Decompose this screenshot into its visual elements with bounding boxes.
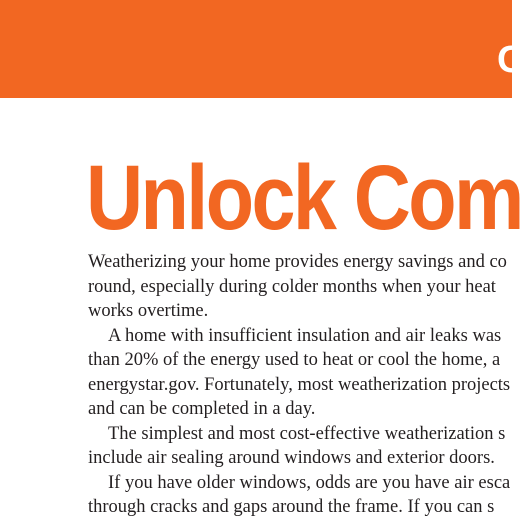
body-line: The simplest and most cost-effective weatherization s <box>108 423 506 444</box>
body-line: Weatherizing your home provides energy savings and co <box>88 252 507 272</box>
body-line: through cracks and gaps around the frame. If you can s <box>88 497 495 517</box>
body-line: If you have older windows, odds are you have air esca <box>108 472 511 493</box>
body-line: energystar.gov. Fortunately, most weatherization projects <box>88 374 511 395</box>
body-line: round, especially during colder months when your heat <box>88 276 496 297</box>
header-band <box>0 0 525 98</box>
body-line: than 20% of the energy used to heat or cool the home, a <box>88 350 501 370</box>
body-line: A home with insufficient insulation and air leaks was <box>108 325 502 346</box>
article-headline: Unlock Com <box>86 147 522 249</box>
header-title-fragment: C <box>497 39 525 81</box>
body-line: include air sealing around windows and exterior doors. <box>88 448 495 468</box>
article-body <box>88 250 528 520</box>
body-line: works overtime. <box>88 301 209 321</box>
body-line: and can be completed in a day. <box>88 399 316 419</box>
